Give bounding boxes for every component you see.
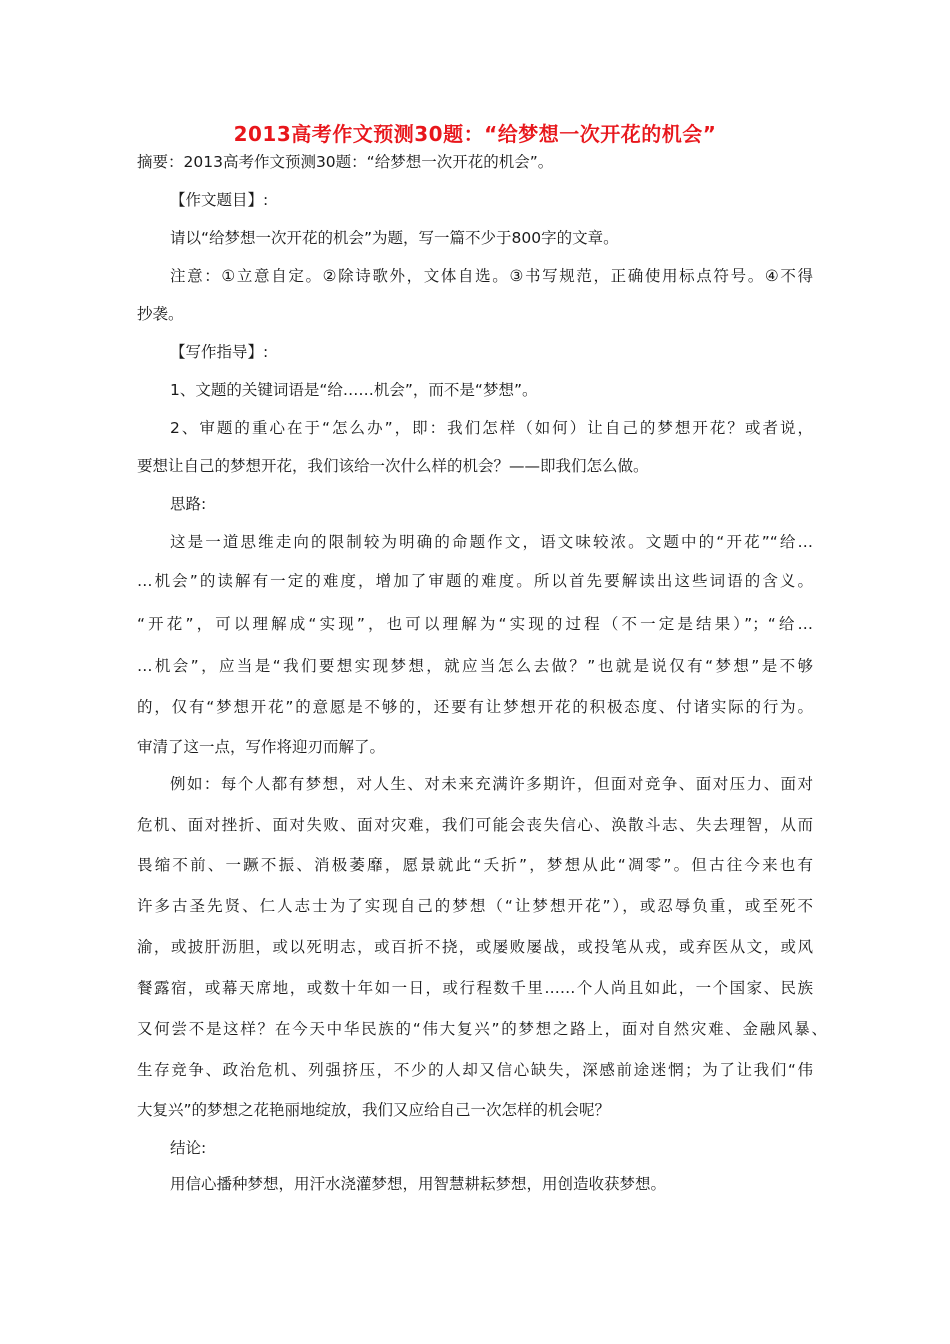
example-line-7: 又何尝不是这样？在今天中华民族的“伟大复兴”的梦想之路上，面对自然灾难、金融风暴、 — [137, 1020, 827, 1038]
approach-line-2: …机会”的读解有一定的难度，增加了审题的难度。所以首先要解读出这些词语的含义。 — [137, 572, 813, 590]
approach-line-3: “开花”，可以理解成“实现”，也可以理解为“实现的过程（不一定是结果）”；“给… — [137, 615, 813, 633]
example-line-8: 生存竞争、政治危机、列强挤压，不少的人却又信心缺失，深感前途迷惘；为了让我们“伟 — [137, 1061, 813, 1079]
conclusion-heading: 结论: — [170, 1139, 207, 1157]
conclusion-line: 用信心播种梦想，用汗水浇灌梦想，用智慧耕耘梦想，用创造收获梦想。 — [170, 1175, 667, 1193]
example-line-6: 餐露宿，或幕天席地，或数十年如一日，或行程数千里……个人尚且如此，一个国家、民族 — [137, 979, 813, 997]
notice-line-1: 注意：①立意自定。②除诗歌外，文体自选。③书写规范，正确使用标点符号。④不得 — [170, 267, 813, 285]
approach-heading: 思路: — [170, 495, 207, 513]
document-title: 2013高考作文预测30题：“给梦想一次开花的机会” — [233, 122, 717, 146]
example-line-5: 渝，或披肝沥胆，或以死明志，或百折不挠，或屡败屡战，或投笔从戎，或弃医从文，或风 — [137, 938, 813, 956]
section-heading-topic: 【作文题目】: — [170, 191, 269, 209]
guide-point-1: 1、文题的关键词语是“给……机会”，而不是“梦想”。 — [170, 381, 538, 399]
prompt-line: 请以“给梦想一次开花的机会”为题，写一篇不少于800字的文章。 — [170, 229, 619, 247]
notice-line-2: 抄袭。 — [137, 305, 184, 323]
example-line-1: 例如：每个人都有梦想，对人生、对未来充满许多期许，但面对竞争、面对压力、面对 — [170, 775, 813, 793]
section-heading-guide: 【写作指导】: — [170, 343, 269, 361]
approach-line-1: 这是一道思维走向的限制较为明确的命题作文，语文味较浓。文题中的“开花”“给… — [170, 533, 813, 551]
example-line-2: 危机、面对挫折、面对失败、面对灾难，我们可能会丧失信心、涣散斗志、失去理智，从而 — [137, 816, 813, 834]
guide-point-2-line-2: 要想让自己的梦想开花，我们该给一次什么样的机会？——即我们怎么做。 — [137, 457, 649, 475]
approach-line-5: 的，仅有“梦想开花”的意愿是不够的，还要有让梦想开花的积极态度、付诸实际的行为。 — [137, 698, 813, 716]
approach-line-4: …机会”，应当是“我们要想实现梦想，就应当怎么去做？”也就是说仅有“梦想”是不够 — [137, 657, 813, 675]
guide-point-2-line-1: 2、审题的重心在于“怎么办”，即：我们怎样（如何）让自己的梦想开花？或者说， — [170, 419, 813, 437]
example-line-4: 许多古圣先贤、仁人志士为了实现自己的梦想（“让梦想开花”），或忍辱负重，或至死不 — [137, 897, 813, 915]
abstract-line: 摘要：2013高考作文预测30题：“给梦想一次开花的机会”。 — [137, 153, 554, 171]
example-line-3: 畏缩不前、一蹶不振、消极萎靡，愿景就此“夭折”，梦想从此“凋零”。但古往今来也有 — [137, 856, 813, 874]
approach-line-6: 审清了这一点，写作将迎刃而解了。 — [137, 738, 386, 756]
example-line-9: 大复兴”的梦想之花艳丽地绽放，我们又应给自己一次怎样的机会呢？ — [137, 1101, 611, 1119]
